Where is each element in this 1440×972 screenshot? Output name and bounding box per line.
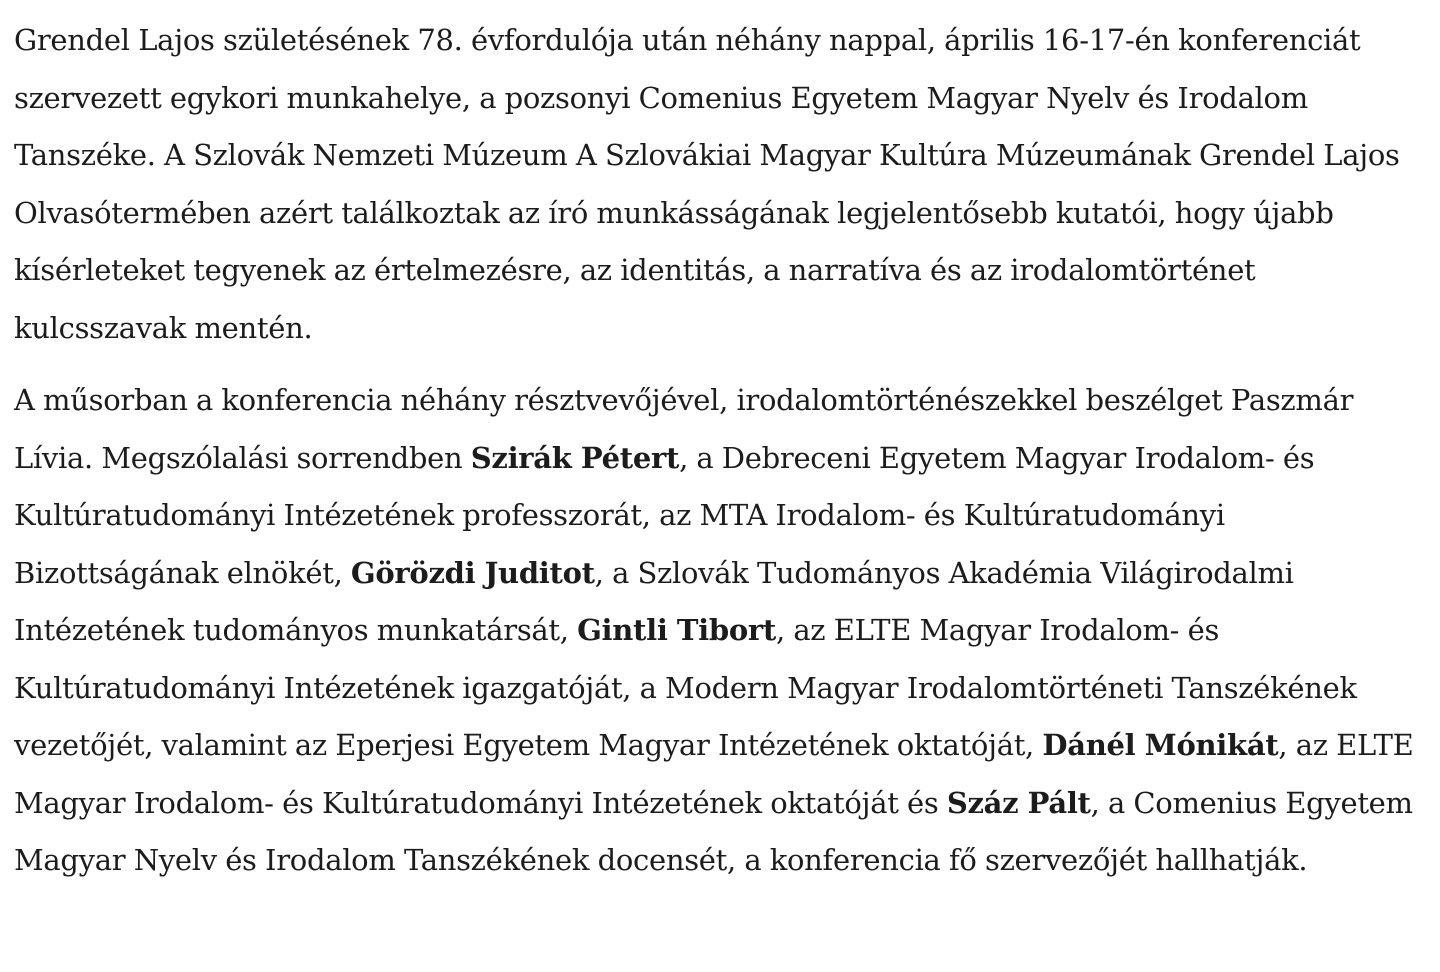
participant-description-gintli: , az ELTE Magyar Irodalom- és Kultúratudományi Intézetének igazgatóját, a Modern Magyar Irodalomtörténeti Tanszékének vezetőjét, valamint az Eperjesi Egyetem Magyar Intézetének oktatóját, <box>14 613 1357 762</box>
participant-description-szaz: , a Comenius Egyetem Magyar Nyelv és Irodalom Tanszékének docensét, a konferencia fő szervezőjét hallhatják. <box>14 785 1413 877</box>
participant-name-danel: Dánél Mónikát <box>1042 728 1279 762</box>
article-paragraph-intro: Grendel Lajos születésének 78. évfordulója után néhány nappal, április 16-17-én konferenciát szervezett egykori munkahelye, a pozsonyi Comenius Egyetem Magyar Nyelv és Irodalom Tanszéke. A Szlovák Nemzeti Múzeum A Szlovákiai Magyar Kultúra Múzeumának Grendel Lajos Olvasótermében azért találkoztak az író munkásságának legjelentősebb kutatói, hogy újabb kísérleteket tegyenek az értelmezésre, az identitás, a narratíva és az irodalomtörténet kulcsszavak mentén. <box>14 23 1400 345</box>
participant-description-danel: , az ELTE Magyar Irodalom- és Kultúratudományi Intézetének oktatóját és <box>14 728 1414 820</box>
article-paragraph-participants <box>14 372 1430 890</box>
participants-intro-text: A műsorban a konferencia néhány résztvevőjével, irodalomtörténészekkel beszélget Paszmár Lívia. Megszólalási sorrendben <box>14 383 1354 475</box>
participant-name-szirak: Szirák Pétert <box>470 440 680 475</box>
participant-name-gintli: Gintli Tibort <box>577 613 776 647</box>
participant-name-szaz: Száz Pált <box>946 785 1091 820</box>
participant-description-gorozdi: , a Szlovák Tudományos Akadémia Világirodalmi Intézetének tudományos munkatársát, <box>14 555 1294 647</box>
participant-description-szirak: , a Debreceni Egyetem Magyar Irodalom- és Kultúratudományi Intézetének professzorát, az MTA Irodalom- és Kultúratudományi Bizottságának elnökét, <box>14 440 1315 590</box>
participant-name-gorozdi: Görözdi Juditot <box>350 555 595 590</box>
